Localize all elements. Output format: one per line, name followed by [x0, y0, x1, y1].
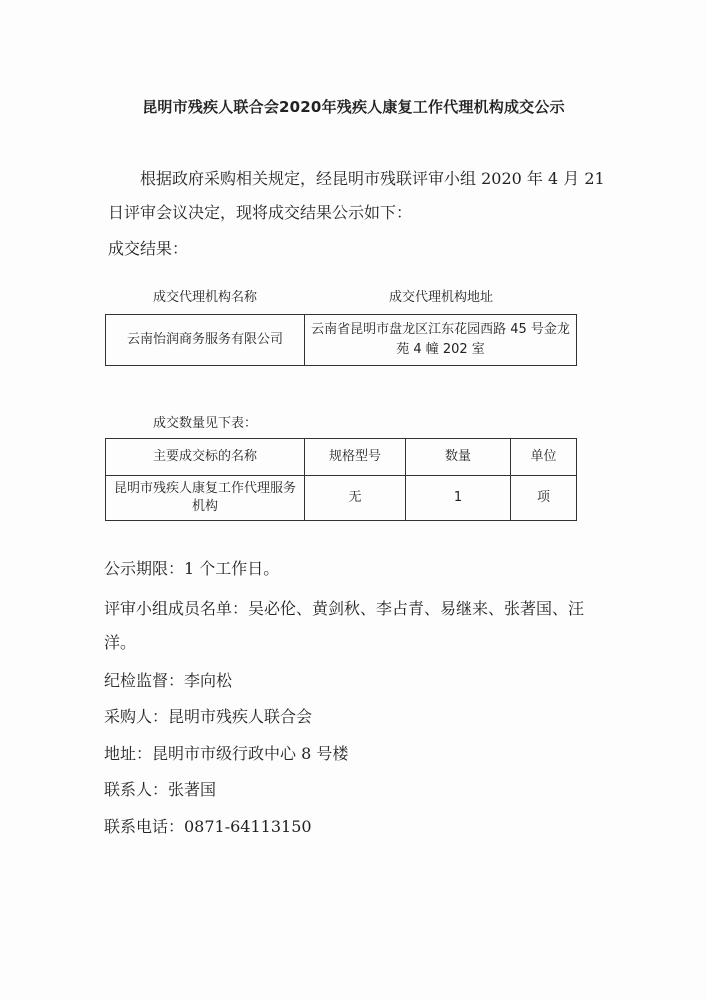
agency-address-header: 成交代理机构地址 — [388, 290, 493, 305]
result-label: 成交结果： — [108, 239, 189, 258]
notice-period: 公示期限：1 个工作日。 — [104, 559, 280, 578]
agency-address-cell: 云南省昆明市盘龙区江东花园西路 45 号金龙苑 4 幢 202 室 — [305, 315, 577, 366]
table-header-row — [106, 439, 577, 476]
document-title: 昆明市残疾人联合会2020年残疾人康复工作代理机构成交公示 — [142, 98, 565, 116]
item-name-cell: 昆明市残疾人康复工作代理服务机构 — [106, 476, 305, 521]
spec-cell: 无 — [305, 476, 406, 521]
unit-header: 单位 — [511, 439, 577, 476]
contact-person: 联系人：张著国 — [104, 780, 217, 799]
panel-members: 评审小组成员名单：吴必伦、黄剑秋、李占青、易继来、张著国、汪洋。 — [104, 599, 585, 652]
quantity-cell: 1 — [406, 476, 511, 521]
supervisor: 纪检监督：李向松 — [104, 671, 233, 690]
quantity-label: 成交数量见下表： — [153, 416, 258, 431]
address: 地址：昆明市市级行政中心 8 号楼 — [104, 744, 349, 763]
agency-name-cell: 云南怡润商务服务有限公司 — [106, 315, 305, 366]
item-name-header: 主要成交标的名称 — [106, 439, 305, 476]
quantity-header: 数量 — [406, 439, 511, 476]
agency-name-header: 成交代理机构名称 — [152, 290, 257, 305]
contact-phone: 联系电话：0871-64113150 — [104, 817, 312, 836]
table-row — [106, 315, 577, 366]
table-row — [106, 476, 577, 521]
agency-table — [105, 314, 577, 366]
spec-header: 规格型号 — [305, 439, 406, 476]
unit-cell: 项 — [511, 476, 577, 521]
purchaser: 采购人：昆明市残疾人联合会 — [104, 707, 313, 726]
item-table — [105, 438, 577, 521]
intro-paragraph: 根据政府采购相关规定，经昆明市残联评审小组 2020 年 4 月 21 日评审会议决定，现将成交结果公示如下： — [108, 169, 605, 222]
